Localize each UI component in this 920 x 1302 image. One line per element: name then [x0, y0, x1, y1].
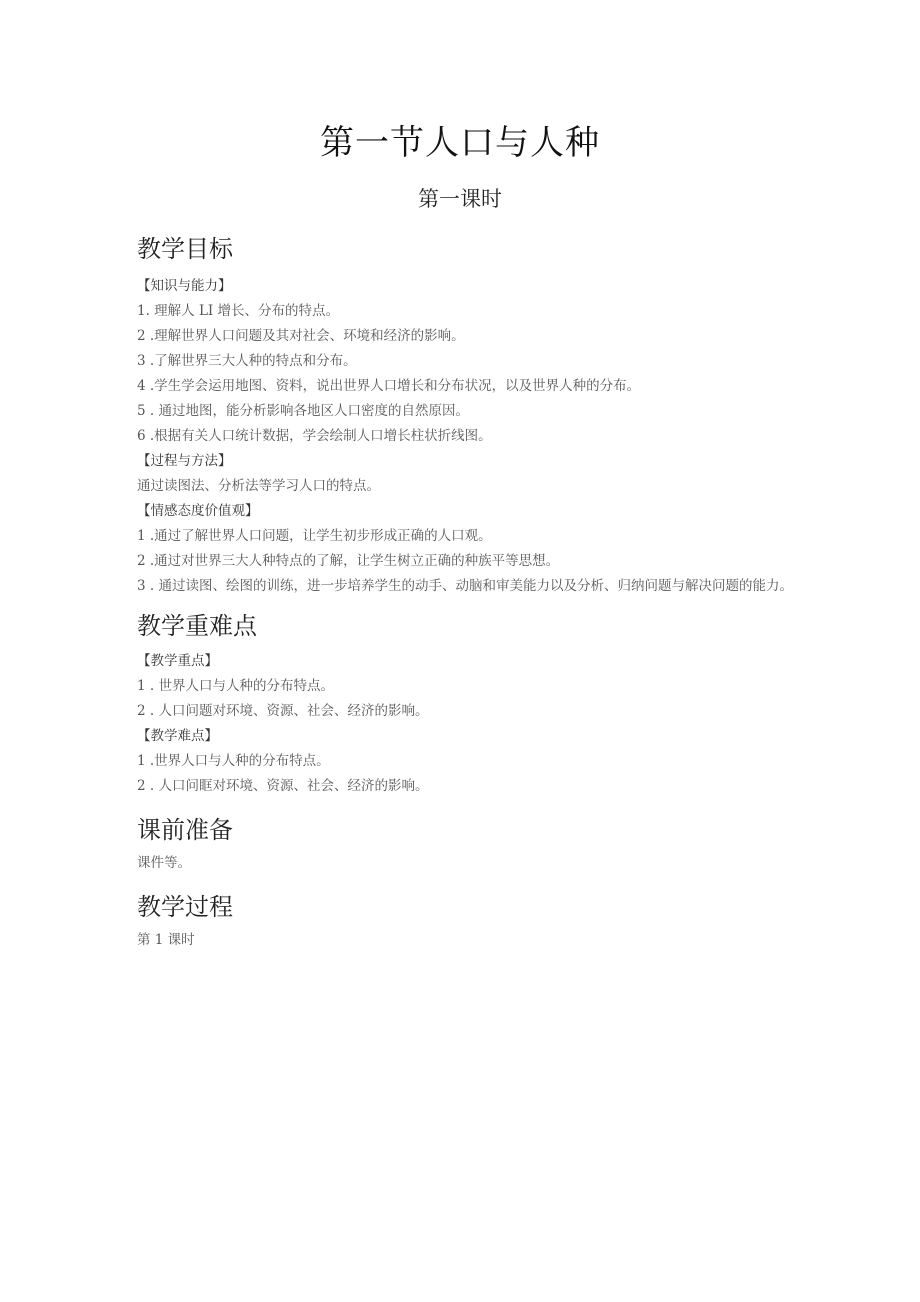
- document-title: 第一节人口与人种: [320, 123, 600, 163]
- prep-text: 课件等。: [137, 855, 191, 871]
- list-item: 2 . 人口问眶对环境、资源、社会、经济的影响。: [137, 778, 429, 794]
- section-heading-process: 教学过程: [137, 893, 233, 921]
- list-item: 通过读图法、分析法等学习人口的特点。: [137, 478, 380, 494]
- subheading-knowledge: 【知识与能力】: [137, 278, 232, 294]
- section-heading-prep: 课前准备: [137, 816, 233, 844]
- list-item: 1 .通过了解世界人口问题，让学生初步形成正确的人口观。: [137, 528, 492, 544]
- section-heading-keypoints: 教学重难点: [137, 612, 257, 640]
- list-item: 6 .根据有关人口统计数据，学会绘制人口增长柱状折线图。: [137, 428, 492, 444]
- list-item: 3 . 通过读图、绘图的训练，进一步培养学生的动手、动脑和审美能力以及分析、归纳问题与解决问题的能力。: [137, 578, 793, 594]
- list-item: 2 . 人口问题对环境、资源、社会、经济的影响。: [137, 703, 429, 719]
- list-item: 1 .世界人口与人种的分布特点。: [137, 753, 330, 769]
- list-item: 3 .了解世界三大人种的特点和分布。: [137, 353, 357, 369]
- document-body: [137, 230, 797, 953]
- list-item: 1. 理解人 LI 增长、分布的特点。: [137, 303, 340, 319]
- document-subtitle: 第一课时: [418, 187, 502, 211]
- subheading-emotion-values: 【情感态度价值观】: [137, 503, 259, 519]
- subheading-process-method: 【过程与方法】: [137, 453, 232, 469]
- process-text: 第 1 课时: [137, 932, 195, 948]
- subheading-focus: 【教学重点】: [137, 653, 218, 669]
- list-item: 5 . 通过地图，能分析影响各地区人口密度的自然原因。: [137, 403, 469, 419]
- subheading-difficulty: 【教学难点】: [137, 728, 218, 744]
- list-item: 1 . 世界人口与人种的分布特点。: [137, 678, 334, 694]
- section-heading-goals: 教学目标: [137, 235, 233, 263]
- list-item: 2 .理解世界人口问题及其对社会、环境和经济的影响。: [137, 328, 465, 344]
- list-item: 4 .学生学会运用地图、资料，说出世界人口增长和分布状况，以及世界人种的分布。: [137, 378, 641, 394]
- list-item: 2 .通过对世界三大人种特点的了解，让学生树立正确的种族平等思想。: [137, 553, 560, 569]
